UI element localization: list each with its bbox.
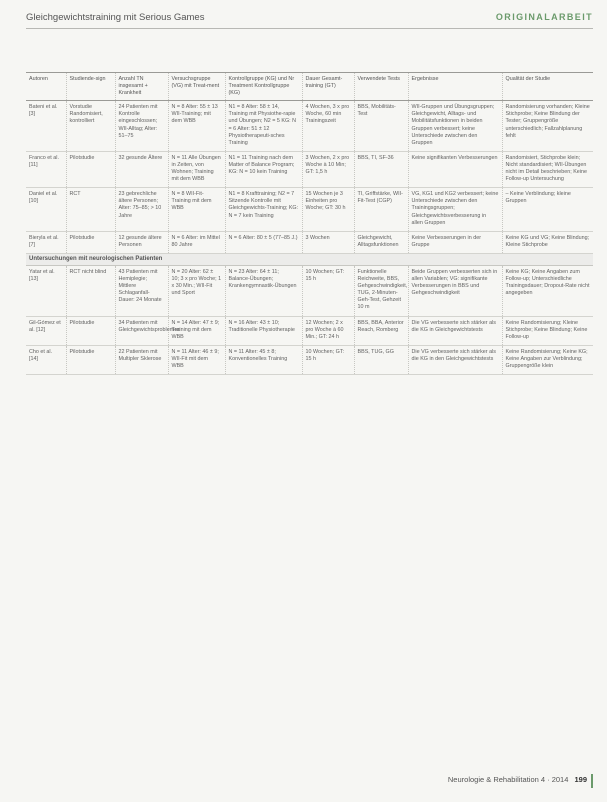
table-row — [26, 231, 593, 253]
table-cell: 3 Wochen, 2 x pro Woche à 10 Min; GT: 1,5 h — [302, 151, 354, 187]
column-header: Versuchsgruppe (VG) mit Treat-ment — [168, 73, 225, 101]
column-header: Anzahl TN insgesamt + Krankheit — [115, 73, 168, 101]
table-cell: Franco et al. [11] — [26, 151, 66, 187]
header-rule — [26, 28, 593, 29]
table-cell: Gil-Gómez et al. [12] — [26, 316, 66, 345]
table-cell: Keine Randomisierung; Keine KG; Keine Angaben zur Verblindung; Gruppengröße klein — [502, 345, 593, 374]
table-cell: Randomisierung vorhanden; Kleine Stichprobe; Keine Blindung der Tester; Gruppengröße unterschiedlich; Fallzahlplanung fehlt — [502, 101, 593, 152]
table-cell: Yatar et al. [13] — [26, 265, 66, 316]
table-cell: Pilotstudie — [66, 151, 115, 187]
table-cell: N = 8 Alter: 55 ± 13 WII-Training; mit dem WBB — [168, 101, 225, 152]
table-cell: 3 Wochen — [302, 231, 354, 253]
table-cell: 10 Wochen; GT: 15 h — [302, 265, 354, 316]
table-cell: 23 gebrechliche ältere Personen; Alter: 75–85; > 10 Jahre — [115, 188, 168, 231]
column-header: Studiende-sign — [66, 73, 115, 101]
table-cell: 10 Wochen; GT: 15 h — [302, 345, 354, 374]
page-footer — [448, 775, 587, 784]
table-cell: N1 = 11 Training nach dem Matter of Balance Program; KG: N = 10 kein Training — [225, 151, 302, 187]
table-row — [26, 265, 593, 316]
table-cell: WII-Gruppen und Übungsgruppen; Gleichgewicht, Alltags- und Mobilitätsfunktionen in beiden Gruppen verbessert; keine Unterschiede zwischen den Gruppen — [408, 101, 502, 152]
table-row — [26, 151, 593, 187]
table-cell: 12 gesunde ältere Personen — [115, 231, 168, 253]
table-cell: Bieryla et al. [7] — [26, 231, 66, 253]
table-cell: Keine KG und VG; Keine Blindung; Kleine Stichprobe — [502, 231, 593, 253]
table-cell: Keine KG; Keine Angaben zum Follow-up; Unterschiedliche Trainingsdauer; Dropout-Rate nicht angegeben — [502, 265, 593, 316]
table-cell: Cho et al. [14] — [26, 345, 66, 374]
table-cell: 24 Patienten mit Kontrolle eingeschlossen; WII-Alltag; Alter: 51–75 — [115, 101, 168, 152]
table-cell: 22 Patienten mit Multipler Sklerose — [115, 345, 168, 374]
table-cell: – Keine Verblindung; kleine Gruppen — [502, 188, 593, 231]
table-row — [26, 345, 593, 374]
table-cell: 4 Wochen, 3 x pro Woche, 60 min Trainingszeit — [302, 101, 354, 152]
table-cell: BBS, BBA, Anterior Reach, Romberg — [354, 316, 408, 345]
table-cell: TI, Griffstärke, WII-Fit-Test (CGP) — [354, 188, 408, 231]
table-cell: BBS, Mobilitäts-Test — [354, 101, 408, 152]
table-cell: Die VG verbesserte sich stärker als die KG in den Gleichgewichtstests — [408, 345, 502, 374]
table-cell: BBS, TUG, GG — [354, 345, 408, 374]
table-cell: N = 23 Alter: 64 ± 11; Balance-Übungen; Krankengymnastik-Übungen — [225, 265, 302, 316]
table-cell: N = 20 Alter: 62 ± 10; 3 x pro Woche; 1 x 30 Min.; WII-Fit und Sport — [168, 265, 225, 316]
table-cell: N = 11 Alter: 45 ± 8; Konventionelles Training — [225, 345, 302, 374]
table-header-row — [26, 73, 593, 101]
table-cell: Funktionelle Reichweite, BBS, Gehgeschwindigkeit, TUG, 2-Minuten-Geh-Test, Gehzeit 10 m — [354, 265, 408, 316]
table-cell: 32 gesunde Ältere — [115, 151, 168, 187]
table-cell: 43 Patienten mit Hemiplegie; Mittlere Schlaganfall-Dauer: 24 Monate — [115, 265, 168, 316]
table-cell: Pilotstudie — [66, 231, 115, 253]
table-cell: VG, KG1 und KG2 verbessert; keine Unterschiede zwischen den Trainingsgruppen; Gleichgewichtsverbesserung in allen Gruppen — [408, 188, 502, 231]
table-cell: N = 6 Alter: im Mittel 80 Jahre — [168, 231, 225, 253]
table-cell: Daniel et al. [10] — [26, 188, 66, 231]
journal-name: Neurologie & Rehabilitation 4 · 2014 — [447, 775, 569, 784]
table-cell: Vorstudie Randomisiert, kontrolliert — [66, 101, 115, 152]
table-cell: N = 11 Alter: 46 ± 9; WII-Fit mit dem WBB — [168, 345, 225, 374]
table-cell: N = 11 Alle Übungen in Zeiten, von Wohnen; Training mit dem WBB — [168, 151, 225, 187]
table-cell: N1 = 8 Krafttraining; N2 = 7 Sitzende Kontrolle mit Gleichgewichts-Training; KG: N = 7 kein Training — [225, 188, 302, 231]
table-cell: Keine Verbesserungen in der Gruppe — [408, 231, 502, 253]
table-cell: 34 Patienten mit Gleichgewichtsproblemen — [115, 316, 168, 345]
table-cell: N = 14 Alter: 47 ± 9; Training mit dem WBB — [168, 316, 225, 345]
table-cell: RCT nicht blind — [66, 265, 115, 316]
footer-accent-bar — [591, 774, 593, 788]
table-cell: N = 6 Alter: 80 ± 5 (77–85 J.) — [225, 231, 302, 253]
column-header: Kontrollgruppe (KG) und Nr Treatment Kontrollgruppe (KG) — [225, 73, 302, 101]
table-cell: 12 Wochen; 2 x pro Woche à 60 Min.; GT: 24 h — [302, 316, 354, 345]
table-cell: N1 = 8 Alter: 58 ± 14, Training mit Physiothe-rapie und Übungen; N2 = 5 KG: N = 6 Alter: 51 ± 12 Physiotherapeuti-sches Training — [225, 101, 302, 152]
table-cell: Keine signifikanten Verbesserungen — [408, 151, 502, 187]
table-cell: Randomisiert, Stichprobe klein; Nicht standardisiert; WII-Übungen nicht im Detail beschrieben; Keine Follow-up Untersuchung — [502, 151, 593, 187]
table-cell: N = 8 WII-Fit-Training mit dem WBB — [168, 188, 225, 231]
table-cell: RCT — [66, 188, 115, 231]
table-cell: Pilotstudie — [66, 316, 115, 345]
column-header: Dauer Gesamt-training (GT) — [302, 73, 354, 101]
table-cell: BBS, TI, SF-36 — [354, 151, 408, 187]
page-number: 199 — [574, 775, 587, 784]
table-cell: Die VG verbesserte sich stärker als die KG in Gleichgewichtstests — [408, 316, 502, 345]
table-cell: Beide Gruppen verbesserten sich in allen Variablen; VG: signifikante Verbesserungen in BBS und Gehgeschwindigkeit — [408, 265, 502, 316]
running-title: Gleichgewichtstraining mit Serious Games — [26, 12, 205, 23]
studies-table — [26, 72, 593, 375]
section-label: ORIGINALARBEIT — [495, 12, 593, 22]
table-cell: N = 16 Alter: 43 ± 10; Traditionelle Physiotherapie — [225, 316, 302, 345]
table-cell: Gleichgewicht, Alltagsfunktionen — [354, 231, 408, 253]
column-header: Autoren — [26, 73, 66, 101]
table-cell: Keine Randomisierung; Kleine Stichprobe; Keine Blindung; Keine Follow-up — [502, 316, 593, 345]
table-cell: Pilotstudie — [66, 345, 115, 374]
table-cell: Bateni et al. [3] — [26, 101, 66, 152]
table-row — [26, 316, 593, 345]
table-row — [26, 188, 593, 231]
table-cell: 15 Wochen je 3 Einheiten pro Woche; GT: 30 h — [302, 188, 354, 231]
table-row — [26, 101, 593, 152]
group-heading-row — [26, 253, 593, 265]
group-heading: Untersuchungen mit neurologischen Patienten — [26, 253, 593, 265]
column-header: Ergebnisse — [408, 73, 502, 101]
column-header: Qualität der Studie — [502, 73, 593, 101]
column-header: Verwendete Tests — [354, 73, 408, 101]
